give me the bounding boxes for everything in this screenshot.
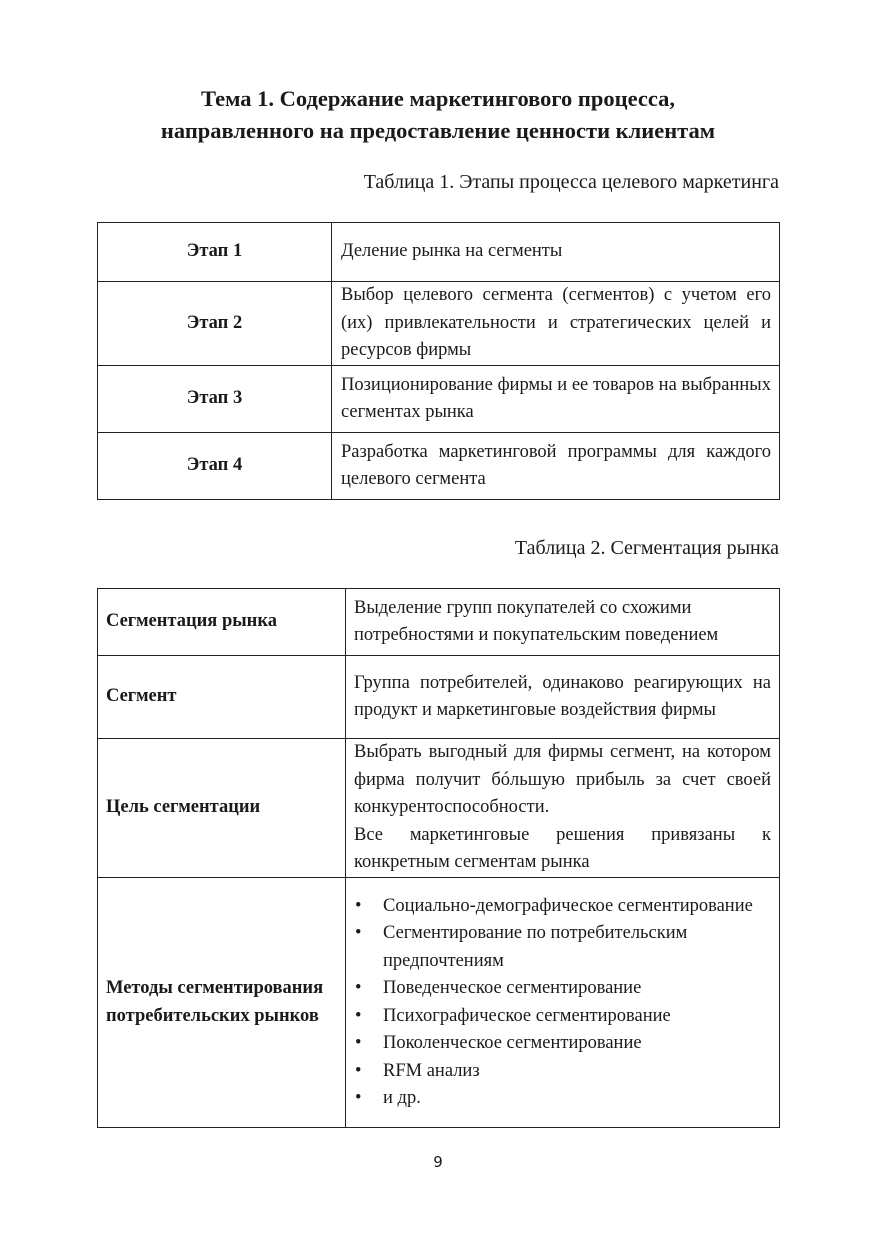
term-definition: Выделение групп покупателей со схожими потребностями и покупательским поведением <box>346 589 780 656</box>
list-item: • и др. <box>354 1085 771 1113</box>
list-item: • Социально-демографическое сегментирование <box>354 893 771 921</box>
title-line-1: Тема 1. Содержание маркетингового процесса, <box>200 86 676 111</box>
table-row <box>98 433 780 500</box>
stage-label: Этап 2 <box>98 282 332 366</box>
stages-table <box>97 222 780 500</box>
list-item: • Сегментирование по потребительским предпочтениям <box>354 920 771 975</box>
stage-text: Позиционирование фирмы и ее товаров на выбранных сегментах рынка <box>332 366 780 433</box>
stage-text: Выбор целевого сегмента (сегментов) с учетом его (их) привлекательности и стратегических целей и ресурсов фирмы <box>332 282 780 366</box>
term-definition <box>346 739 780 878</box>
methods-cell <box>346 878 780 1128</box>
stage-text: Разработка маркетинговой программы для каждого целевого сегмента <box>332 433 780 500</box>
goal-paragraph-1: Выбрать выгодный для фирмы сегмент, на котором фирма получит бóльшую прибыль за счет своей конкурентоспособности. <box>354 742 771 818</box>
table-row <box>98 878 780 1128</box>
table-row <box>98 282 780 366</box>
list-item: • Поведенческое сегментирование <box>354 975 771 1003</box>
table-row <box>98 223 780 282</box>
term-label: Сегментация рынка <box>98 589 346 656</box>
list-item: • Психографическое сегментирование <box>354 1003 771 1031</box>
term-label: Методы сегментирования потребительских рынков <box>98 878 346 1128</box>
table-row <box>98 739 780 878</box>
table-row <box>98 656 780 739</box>
page-title <box>0 83 876 147</box>
goal-paragraph-2: Все маркетинговые решения привязаны к конкретным сегментам рынка <box>354 824 771 873</box>
term-definition: Группа потребителей, одинаково реагирующих на продукт и маркетинговые воздействия фирмы <box>346 656 780 739</box>
stage-label: Этап 4 <box>98 433 332 500</box>
stage-text: Деление рынка на сегменты <box>332 223 780 282</box>
title-line-2: направленного на предоставление ценности клиентам <box>160 118 716 143</box>
methods-list <box>354 893 771 1113</box>
table2-caption: Таблица 2. Сегментация рынка <box>514 537 779 559</box>
term-label: Цель сегментации <box>98 739 346 878</box>
stage-label: Этап 1 <box>98 223 332 282</box>
term-label: Сегмент <box>98 656 346 739</box>
page-number: 9 <box>433 1153 443 1171</box>
table1-caption: Таблица 1. Этапы процесса целевого маркетинга <box>363 171 779 193</box>
list-item: • RFM анализ <box>354 1058 771 1086</box>
stage-label: Этап 3 <box>98 366 332 433</box>
table-row <box>98 589 780 656</box>
list-item: • Поколенческое сегментирование <box>354 1030 771 1058</box>
segmentation-table <box>97 588 780 1128</box>
table-row <box>98 366 780 433</box>
